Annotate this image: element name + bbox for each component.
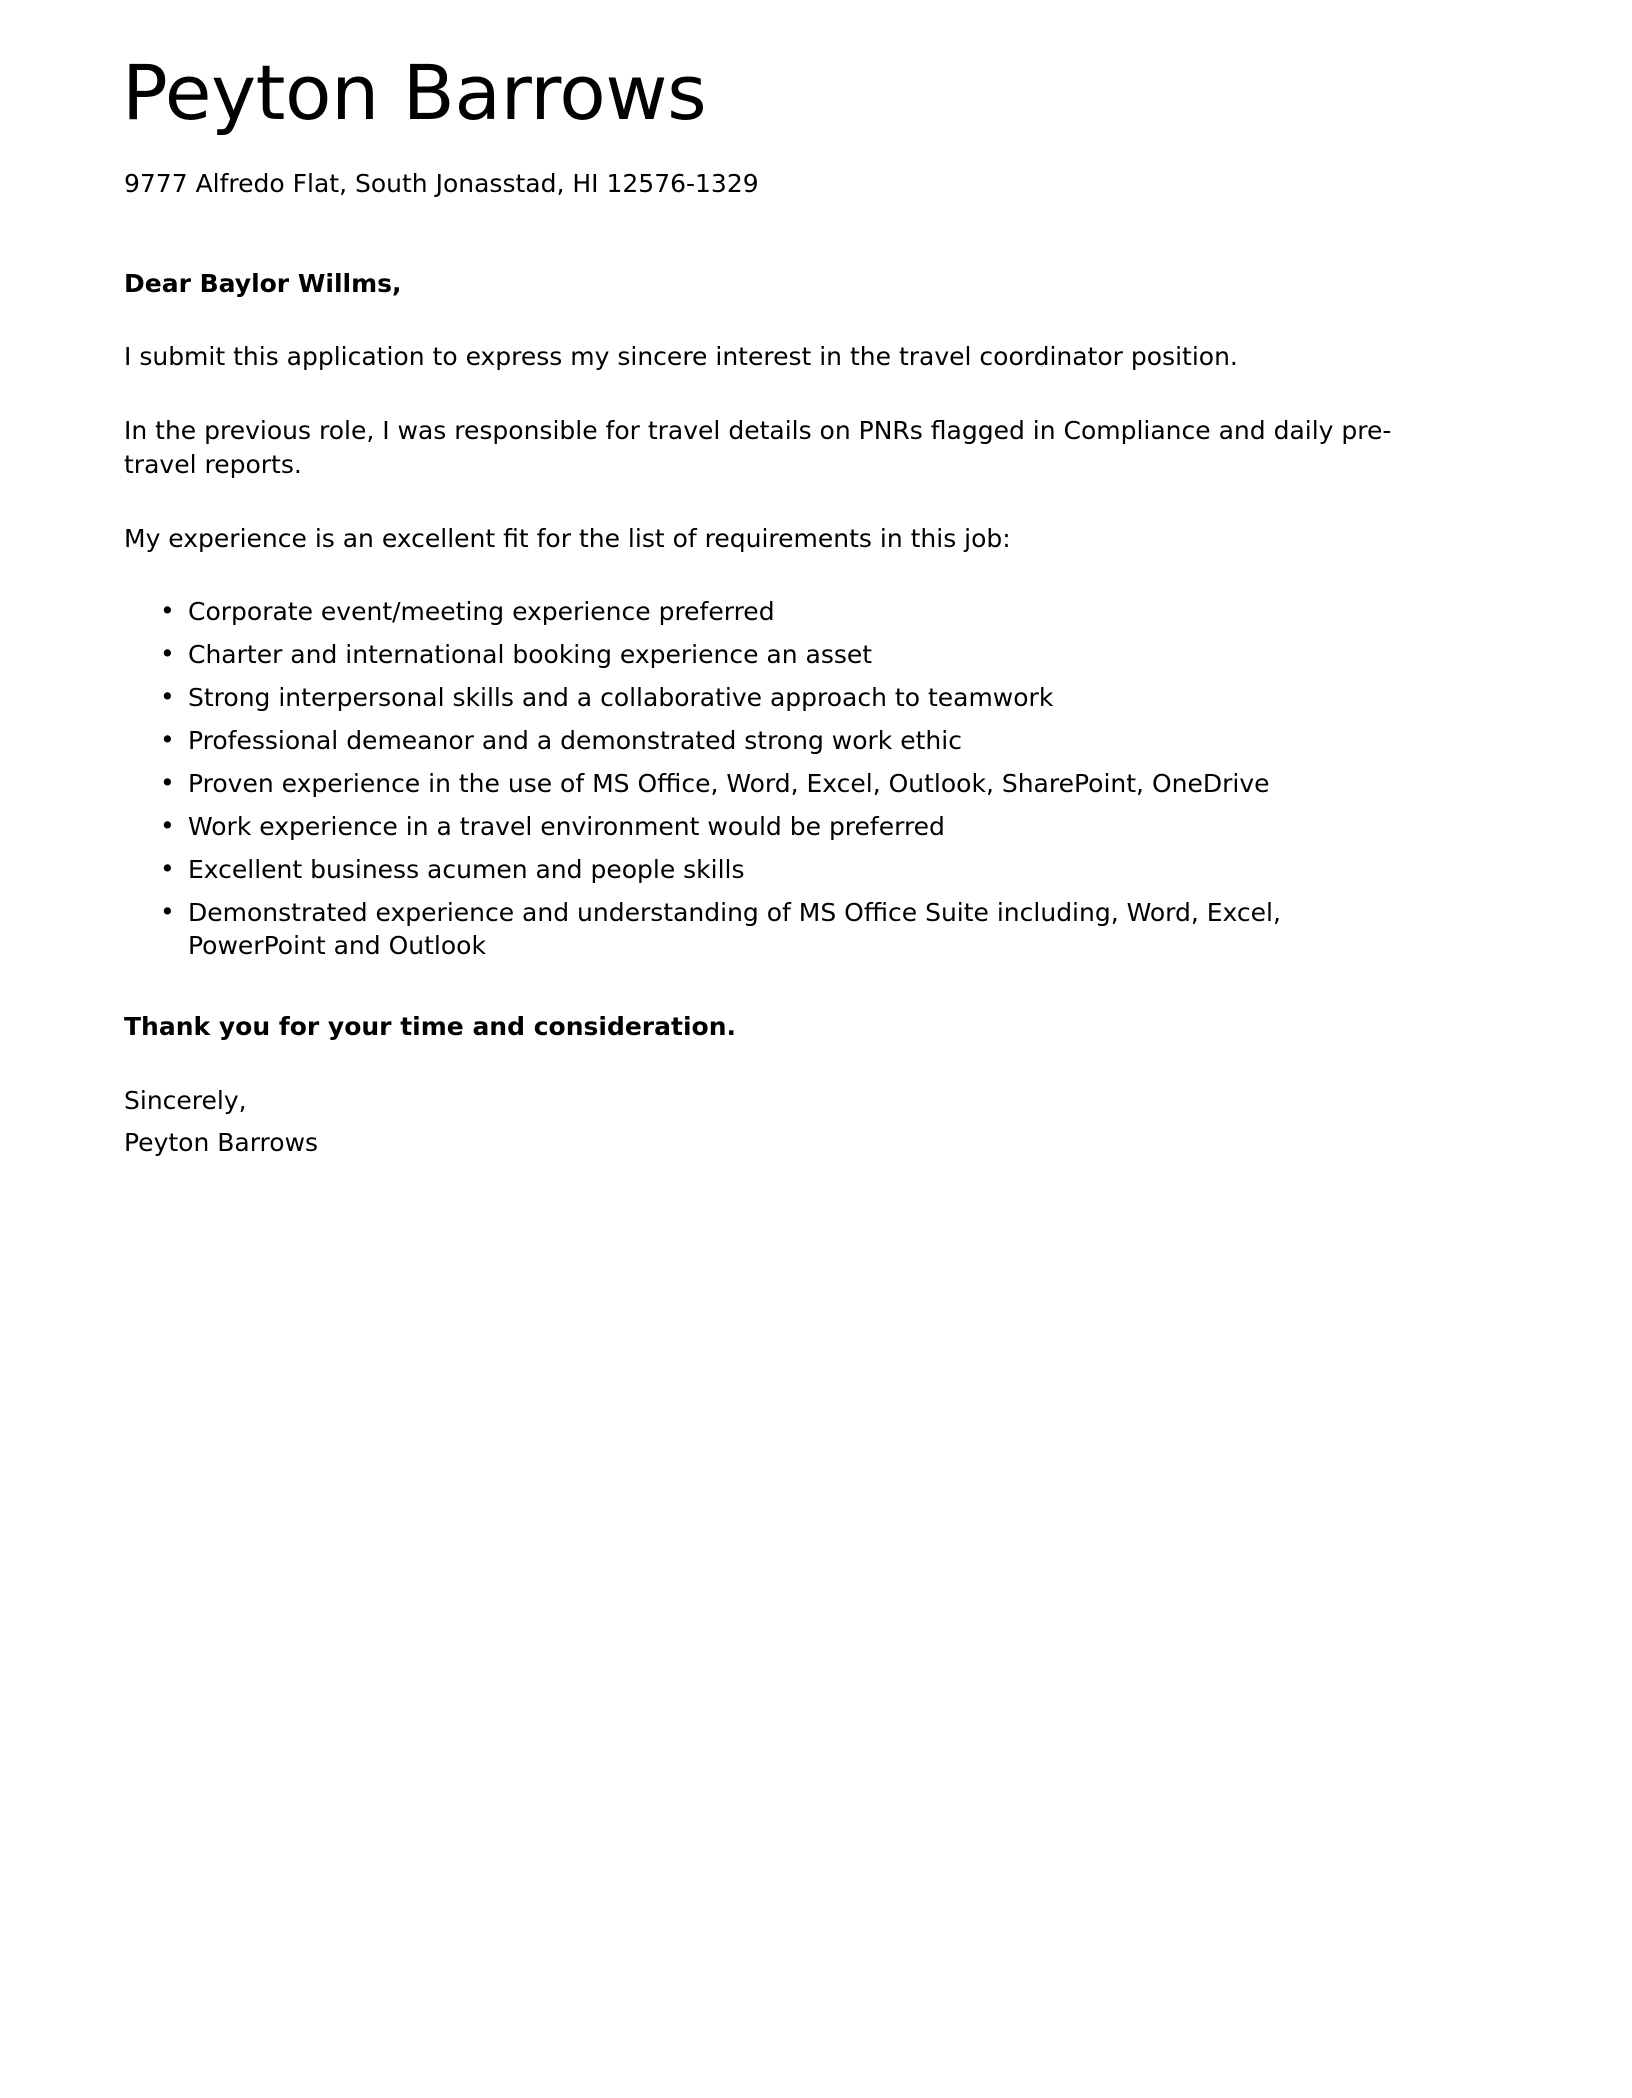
requirements-list [124, 595, 1420, 962]
list-item: • Demonstrated experience and understanding of MS Office Suite including, Word, Excel, PowerPoint and Outlook [160, 896, 1420, 962]
list-item: • Work experience in a travel environment would be preferred [160, 810, 1420, 843]
signature-name: Peyton Barrows [124, 1127, 319, 1157]
applicant-name: Peyton Barrows [122, 48, 707, 137]
letter-body [120, 267, 1420, 963]
signature-block [124, 1084, 1420, 1160]
letter-header [120, 48, 1420, 201]
salutation: Dear Baylor Willms, [124, 268, 402, 298]
closing-thanks: Thank you for your time and consideration. [124, 1012, 736, 1042]
body-paragraph-3: My experience is an excellent fit for the list of requirements in this job: [124, 523, 1011, 553]
list-item: • Professional demeanor and a demonstrated strong work ethic [160, 724, 1420, 757]
body-paragraph-2: In the previous role, I was responsible for travel details on PNRs flagged in Compliance and daily pre-travel reports. [124, 416, 1392, 479]
list-item: • Proven experience in the use of MS Office, Word, Excel, Outlook, SharePoint, OneDrive [160, 767, 1420, 800]
list-item: • Excellent business acumen and people skills [160, 853, 1420, 886]
list-item: • Charter and international booking experience an asset [160, 638, 1420, 671]
letter-closing [120, 1010, 1420, 1159]
applicant-address: 9777 Alfredo Flat, South Jonasstad, HI 12576-1329 [124, 169, 759, 199]
list-item: • Corporate event/meeting experience preferred [160, 595, 1420, 628]
cover-letter [120, 48, 1420, 1160]
list-item: • Strong interpersonal skills and a collaborative approach to teamwork [160, 681, 1420, 714]
body-paragraph-1: I submit this application to express my sincere interest in the travel coordinator position. [124, 342, 1238, 372]
signoff-salutation: Sincerely, [124, 1086, 247, 1116]
